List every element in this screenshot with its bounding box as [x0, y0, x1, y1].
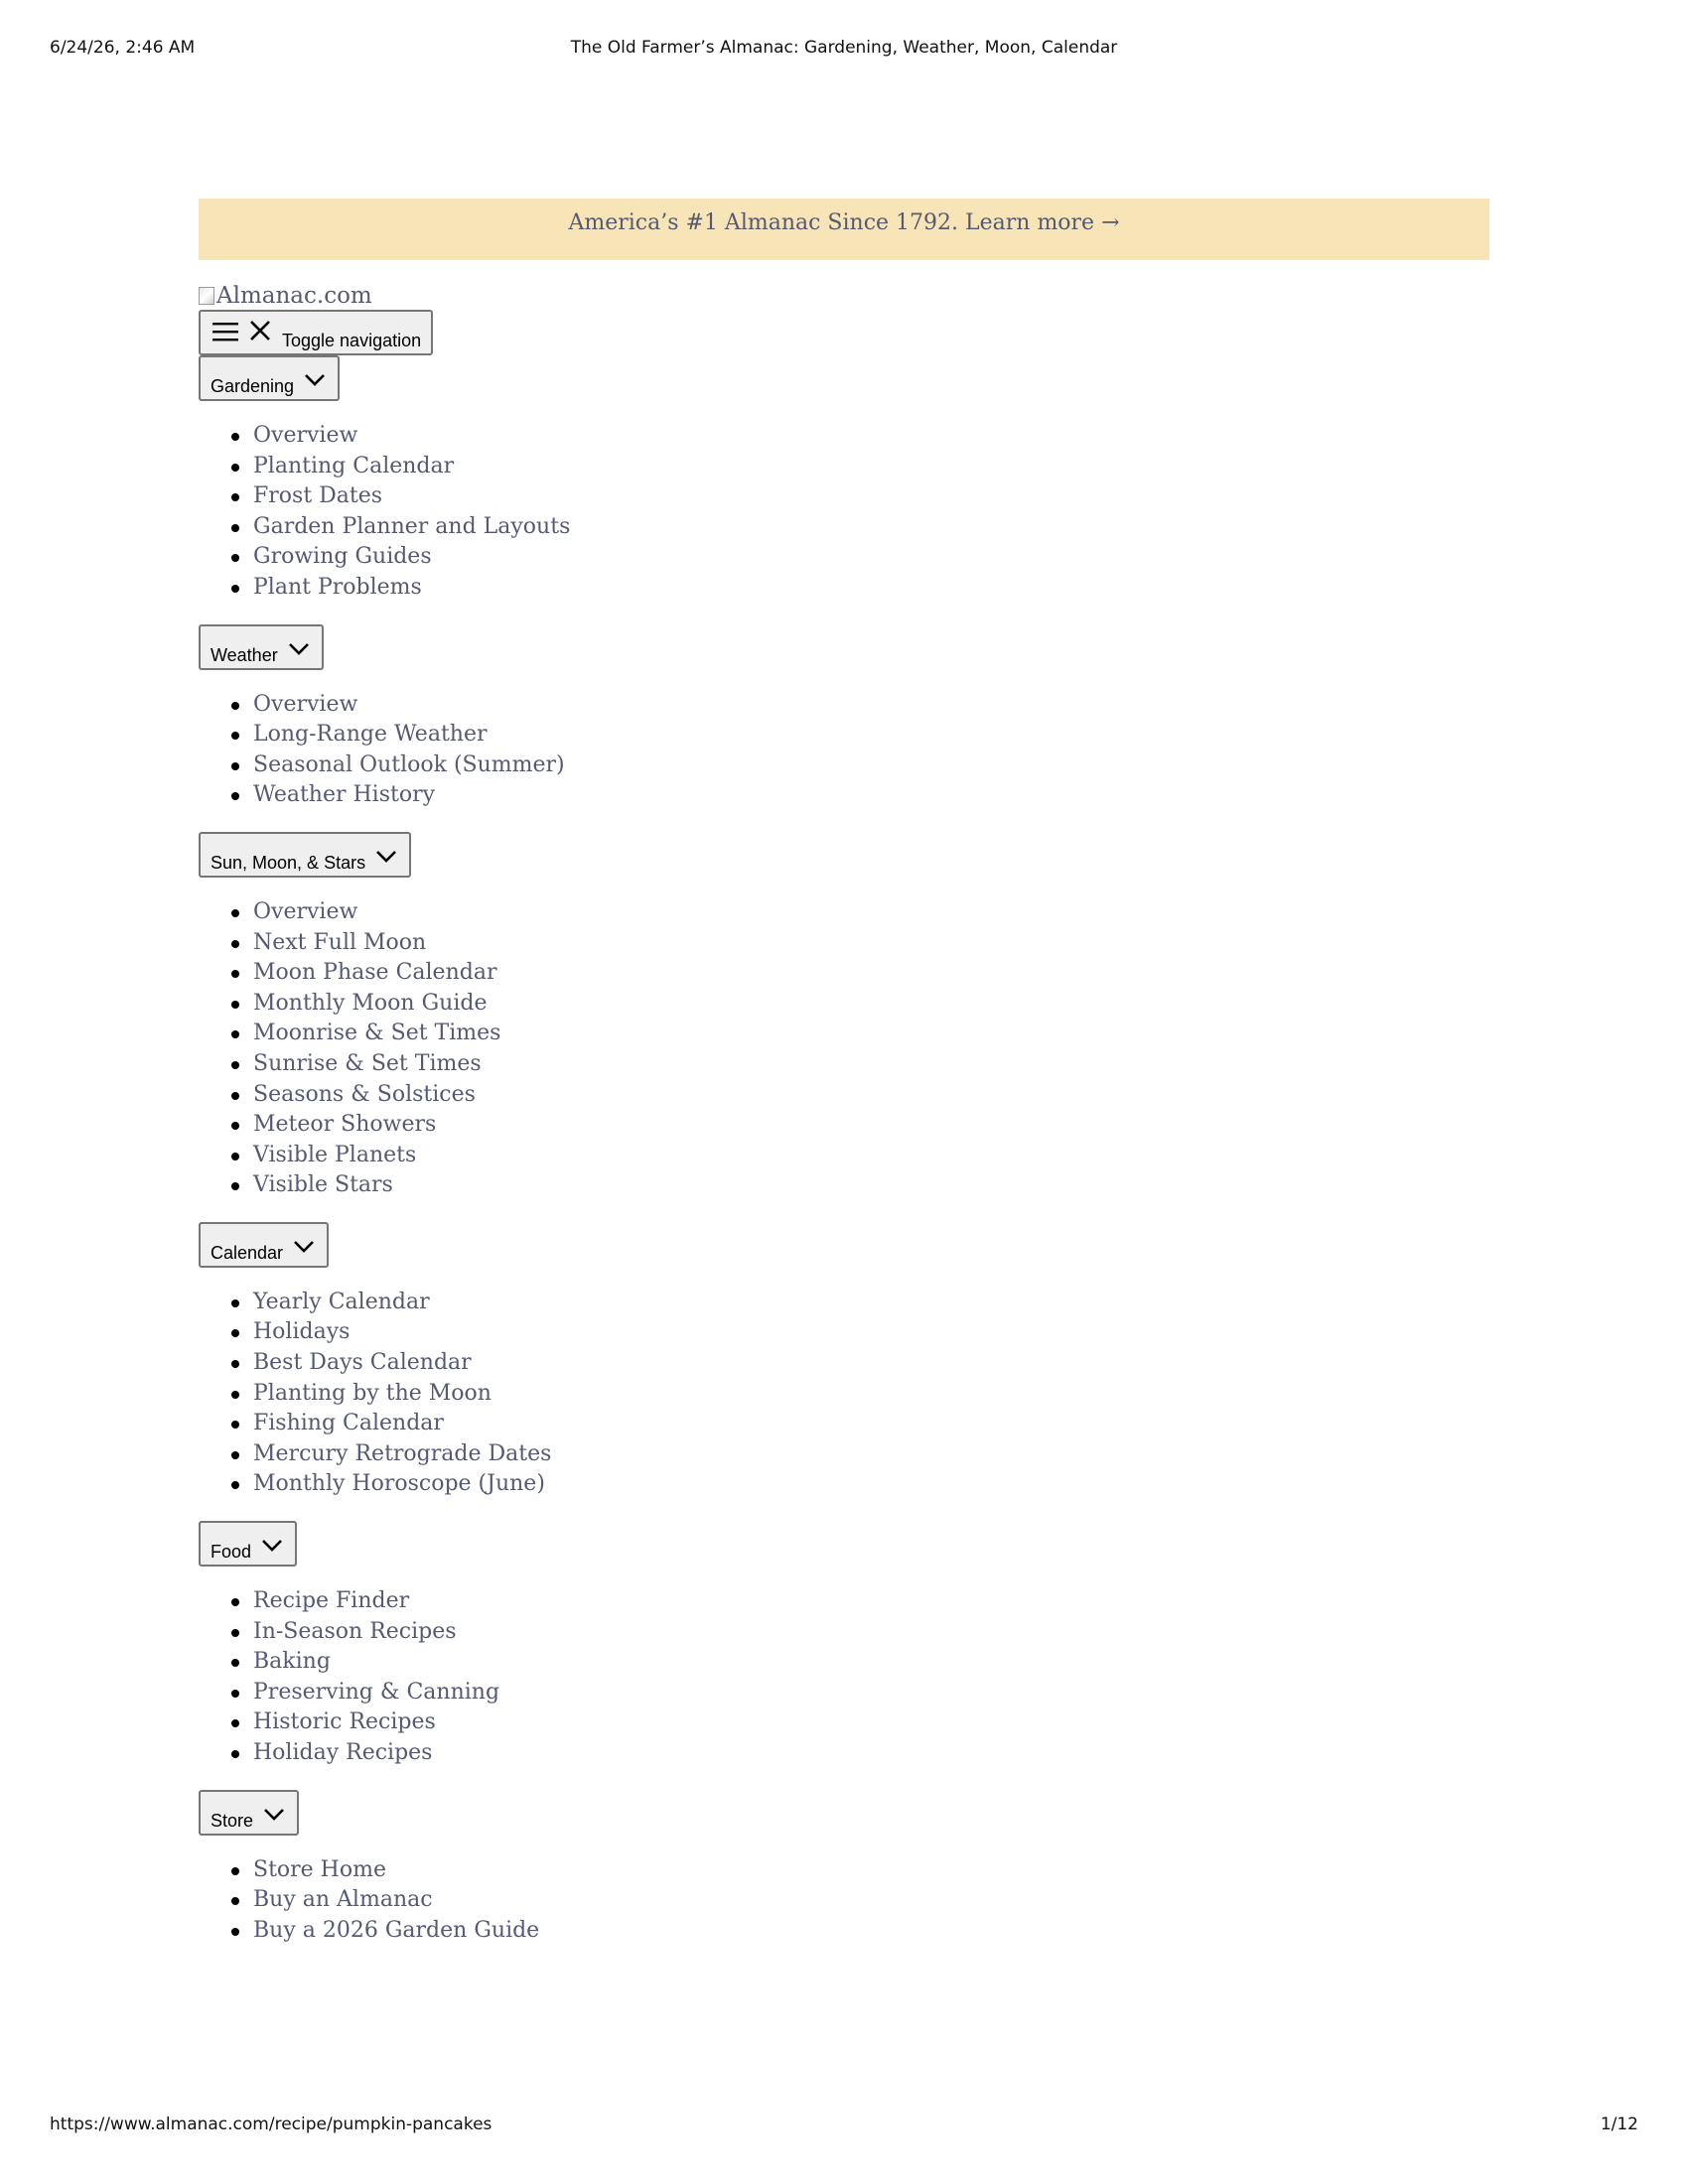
list-item: [253, 958, 1489, 989]
list-item: [253, 1617, 1489, 1648]
list-item: [253, 720, 1489, 751]
print-datetime: 6/24/26, 2:46 AM: [50, 38, 196, 58]
main-navigation: [199, 355, 1489, 1946]
menu-button-label: Calendar: [211, 1242, 284, 1263]
logo-alt-text: Almanac.com: [216, 283, 372, 309]
menu-link[interactable]: In-Season Recipes: [253, 1618, 457, 1644]
menu-link[interactable]: Frost Dates: [253, 483, 383, 509]
menu-link[interactable]: Holidays: [253, 1319, 351, 1345]
menu-link[interactable]: Historic Recipes: [253, 1709, 436, 1735]
list-item: [253, 481, 1489, 512]
menu-button-sun-moon-stars[interactable]: [199, 832, 411, 878]
menu-link[interactable]: Monthly Horoscope (June): [253, 1471, 545, 1497]
list-item: [253, 573, 1489, 604]
list-item: [253, 1885, 1489, 1916]
chevron-down-icon: [288, 642, 310, 656]
menu-link[interactable]: Moonrise & Set Times: [253, 1021, 501, 1046]
list-item: [253, 928, 1489, 959]
list-item: [253, 1916, 1489, 1947]
menu-link[interactable]: Overview: [253, 898, 358, 924]
menu-link[interactable]: Recipe Finder: [253, 1588, 410, 1614]
list-item: [253, 1288, 1489, 1318]
chevron-down-icon: [375, 850, 397, 864]
menu-link[interactable]: Planting by the Moon: [253, 1380, 492, 1406]
menu-section-store: [199, 1790, 1489, 1947]
menu-link[interactable]: Preserving & Canning: [253, 1679, 500, 1705]
menu-button-gardening[interactable]: [199, 355, 340, 401]
list-item: [253, 452, 1489, 482]
list-item: [253, 1586, 1489, 1617]
menu-section-weather: [199, 624, 1489, 811]
list-item: [253, 1170, 1489, 1201]
menu-link[interactable]: Moon Phase Calendar: [253, 960, 497, 986]
menu-list-store: [199, 1855, 1489, 1947]
list-item: [253, 690, 1489, 721]
chevron-down-icon: [263, 1808, 285, 1822]
menu-link[interactable]: Overview: [253, 691, 358, 717]
list-item: [253, 1019, 1489, 1049]
menu-link[interactable]: Buy an Almanac: [253, 1887, 433, 1913]
menu-link[interactable]: Fishing Calendar: [253, 1411, 444, 1436]
print-page-number: 1/12: [1600, 2115, 1638, 2134]
chevron-down-icon: [261, 1539, 283, 1553]
menu-button-label: Weather: [211, 644, 278, 665]
menu-link[interactable]: Seasonal Outlook (Summer): [253, 751, 565, 777]
menu-button-label: Sun, Moon, & Stars: [211, 852, 366, 873]
hamburger-icon: [212, 321, 240, 342]
chevron-down-icon: [304, 373, 326, 387]
list-item: [253, 1348, 1489, 1379]
menu-section-calendar: [199, 1222, 1489, 1500]
list-item: [253, 1080, 1489, 1111]
promo-banner-link[interactable]: America’s #1 Almanac Since 1792. Learn more →: [199, 199, 1489, 260]
list-item: [253, 421, 1489, 452]
toggle-navigation-button[interactable]: [199, 310, 433, 355]
list-item: [253, 1141, 1489, 1171]
list-item: [253, 1855, 1489, 1886]
page-content: [199, 199, 1489, 1946]
menu-button-food[interactable]: [199, 1521, 297, 1567]
print-header: [50, 38, 1638, 62]
print-url: https://www.almanac.com/recipe/pumpkin-pancakes: [50, 2115, 492, 2134]
menu-button-label: Store: [211, 1810, 254, 1831]
list-item: [253, 1678, 1489, 1708]
menu-link[interactable]: Yearly Calendar: [253, 1289, 430, 1314]
menu-button-weather[interactable]: [199, 624, 324, 670]
menu-button-calendar[interactable]: [199, 1222, 329, 1268]
menu-section-sun-moon-stars: [199, 832, 1489, 1201]
list-item: [253, 989, 1489, 1020]
list-item: [253, 1469, 1489, 1500]
menu-section-food: [199, 1521, 1489, 1769]
menu-link[interactable]: Seasons & Solstices: [253, 1081, 476, 1107]
menu-link[interactable]: Planting Calendar: [253, 453, 455, 478]
list-item: [253, 1738, 1489, 1769]
menu-link[interactable]: Next Full Moon: [253, 929, 427, 955]
toggle-navigation-label: Toggle navigation: [282, 331, 422, 350]
menu-list-food: [199, 1586, 1489, 1769]
list-item: [253, 1707, 1489, 1738]
list-item: [253, 1409, 1489, 1439]
list-item: [253, 1647, 1489, 1678]
list-item: [253, 1049, 1489, 1080]
menu-link[interactable]: Sunrise & Set Times: [253, 1050, 482, 1076]
menu-link[interactable]: Monthly Moon Guide: [253, 990, 488, 1016]
menu-link[interactable]: Weather History: [253, 782, 436, 808]
list-item: [253, 780, 1489, 811]
menu-link[interactable]: Plant Problems: [253, 574, 422, 600]
print-footer: [50, 2115, 1638, 2138]
list-item: [253, 751, 1489, 781]
menu-link[interactable]: Long-Range Weather: [253, 722, 488, 748]
list-item: [253, 512, 1489, 543]
menu-link[interactable]: Overview: [253, 423, 358, 448]
menu-link[interactable]: Visible Planets: [253, 1142, 417, 1167]
list-item: [253, 1317, 1489, 1348]
menu-list-sun-moon-stars: [199, 897, 1489, 1201]
menu-link[interactable]: Mercury Retrograde Dates: [253, 1440, 552, 1466]
menu-link[interactable]: Growing Guides: [253, 544, 432, 570]
menu-button-store[interactable]: [199, 1790, 299, 1836]
list-item: [253, 1439, 1489, 1470]
menu-link[interactable]: Garden Planner and Layouts: [253, 513, 571, 539]
menu-list-gardening: [199, 421, 1489, 604]
menu-button-label: Food: [211, 1542, 252, 1563]
broken-image-icon: [199, 287, 214, 305]
menu-link[interactable]: Baking: [253, 1649, 331, 1675]
print-page-title: The Old Farmer’s Almanac: Gardening, Weather, Moon, Calendar: [570, 38, 1118, 58]
menu-link[interactable]: Visible Stars: [253, 1172, 393, 1198]
list-item: [253, 542, 1489, 573]
menu-button-label: Gardening: [211, 376, 295, 396]
menu-link[interactable]: Store Home: [253, 1856, 386, 1882]
list-item: [253, 897, 1489, 928]
menu-section-gardening: [199, 355, 1489, 604]
menu-link[interactable]: Meteor Showers: [253, 1112, 437, 1138]
menu-link[interactable]: Best Days Calendar: [253, 1350, 472, 1376]
menu-list-weather: [199, 690, 1489, 811]
list-item: [253, 1379, 1489, 1410]
close-icon: [248, 320, 274, 343]
menu-link[interactable]: Buy a 2026 Garden Guide: [253, 1917, 540, 1943]
site-logo[interactable]: [199, 282, 1489, 310]
list-item: [253, 1110, 1489, 1141]
menu-list-calendar: [199, 1288, 1489, 1500]
toggle-nav-icons: [212, 312, 274, 351]
chevron-down-icon: [293, 1240, 315, 1254]
menu-link[interactable]: Holiday Recipes: [253, 1740, 433, 1765]
